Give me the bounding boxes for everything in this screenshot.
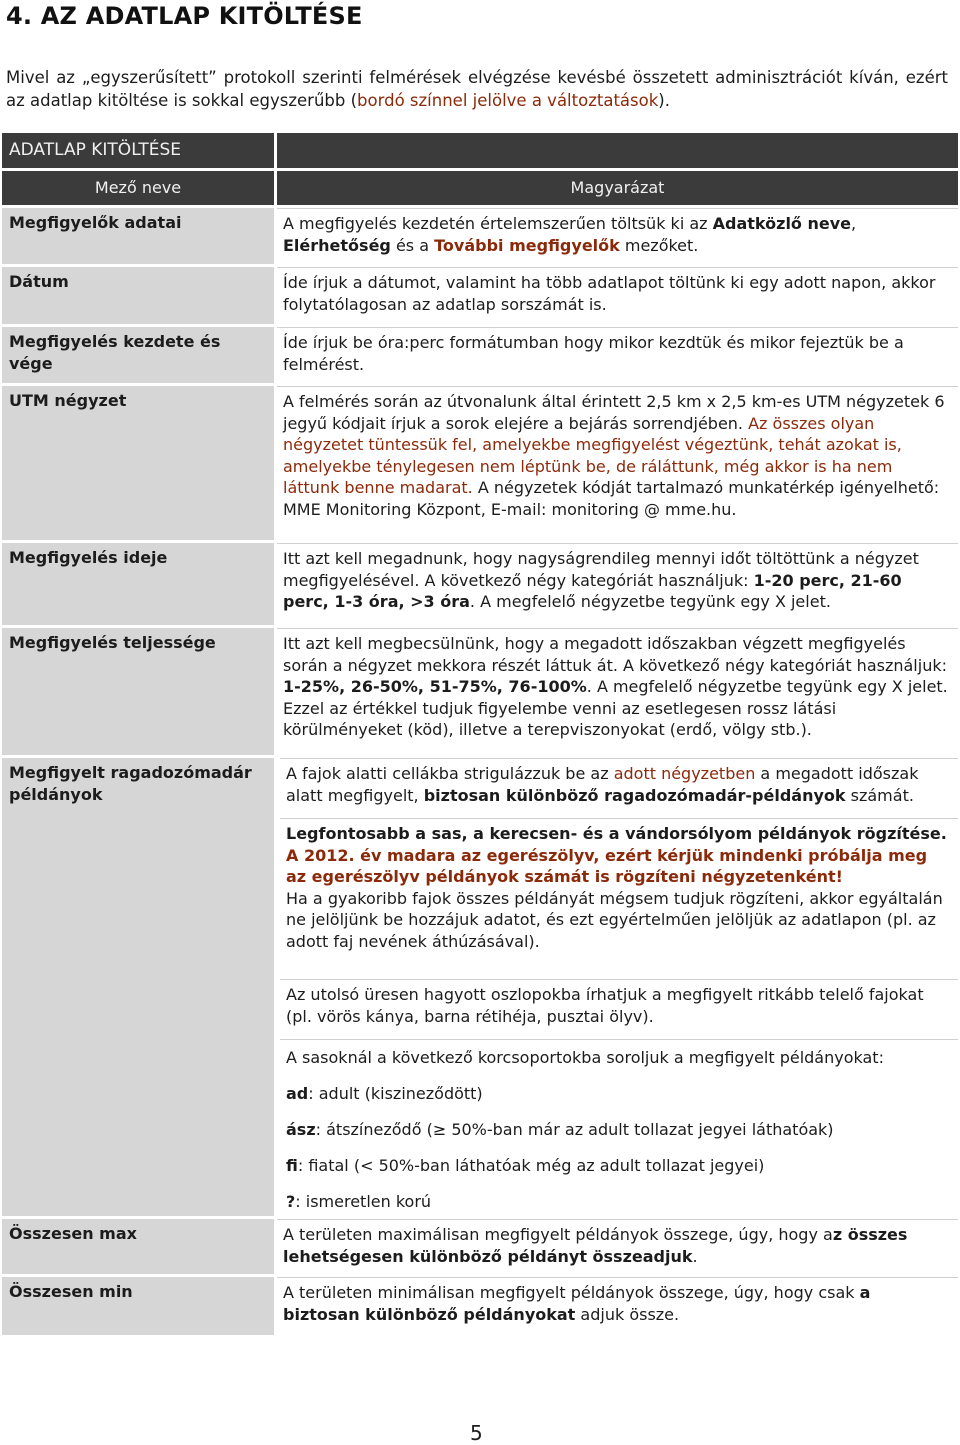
explanation-text: . A megfelelő négyzetbe tegyünk egy X jelet. [469, 592, 831, 611]
table-title-filler [277, 133, 958, 168]
age-class-desc: : fiatal (< 50%-ban láthatóak még az adult tollazat jegyei) [297, 1156, 765, 1175]
table-row [2, 628, 958, 755]
field-name: Megfigyelők adatai [2, 208, 274, 264]
table-header-row [2, 171, 958, 205]
explanation-text: . [692, 1246, 698, 1266]
age-class-desc: : átszíneződő (≥ 50%-ban már az adult tollazat jegyei láthatóak) [315, 1120, 834, 1139]
explanation-text: , [851, 214, 857, 233]
age-class-desc: : ismeretlen korú [295, 1192, 432, 1211]
explanation-text: A felmérés során az útvonalunk által érintett 2,5 km x 2,5 km-es UTM négyzetek 6 jegyű kódjait írjuk a sorok elejére a bejárás sorrendjében. [283, 392, 945, 433]
column-header-explanation: Magyarázat [277, 171, 958, 205]
field-name: Megfigyelt ragadozómadár példányok [2, 758, 274, 1216]
field-explanation [277, 386, 958, 540]
table-row [2, 208, 958, 264]
explanation-bold: biztosan különböző ragadozómadár-példányok [423, 785, 846, 805]
table-title-row [2, 133, 958, 168]
intro-text: Mivel az „egyszerűsített” protokoll szerinti felmérések elvégzése kevésbé összetett adminisztrációt kíván, ezért az adatlap kitöltése is sokkal egyszerűbb ( [6, 68, 948, 110]
explanation-text: Íde írjuk a dátumot, valamint ha több adatlapot töltünk ki egy adott napon, akkor folytatólagosan az adatlap sorszámát is. [283, 273, 936, 314]
field-name: Megfigyelés teljessége [2, 628, 274, 755]
explanation-text: a megadott időszak alatt megfigyelt, [286, 764, 919, 805]
explanation-section [280, 758, 958, 816]
field-name: Összesen min [2, 1277, 274, 1335]
table-row [2, 758, 958, 1216]
field-explanation [277, 543, 958, 625]
field-name: Megfigyelés kezdete és vége [2, 327, 274, 383]
age-class-unknown [286, 1184, 950, 1220]
field-explanation [277, 327, 958, 383]
table-row [2, 267, 958, 324]
intro-highlight: bordó színnel jelölve a változtatások [357, 91, 659, 110]
age-intro: A sasoknál a következő korcsoportokba soroljuk a megfigyelt példányokat: [286, 1048, 884, 1067]
form-guide-table [2, 133, 958, 1335]
field-explanation [277, 267, 958, 324]
explanation-text: A területen minimálisan megfigyelt példányok összege, úgy, hogy csak [283, 1283, 860, 1302]
explanation-text: Az utolsó üresen hagyott oszlopokba írhatjuk a megfigyelt ritkább telelő fajokat (pl. vörös kánya, barna rétihéja, pusztai ölyv). [286, 985, 924, 1026]
age-class-key: ad [286, 1084, 309, 1103]
age-class-key: fi [286, 1156, 298, 1175]
explanation-bold: 1-25%, 26-50%, 51-75%, 76-100% [283, 677, 587, 696]
field-explanation [277, 208, 958, 264]
table-row [2, 386, 958, 540]
explanation-text: Itt azt kell megbecsülnünk, hogy a megadott időszakban végzett megfigyelés során a négyzet mekkora részét láttuk át. A következő négy kategóriát használjuk: [283, 634, 947, 675]
intro-paragraph [6, 66, 948, 112]
field-explanation [277, 1219, 958, 1274]
field-name: Megfigyelés ideje [2, 543, 274, 625]
explanation-text: adjuk össze. [575, 1304, 680, 1324]
page-number: 5 [470, 1421, 483, 1445]
column-header-field: Mező neve [2, 171, 274, 205]
table-title: ADATLAP KITÖLTÉSE [2, 133, 274, 168]
age-class-key: ász [286, 1120, 316, 1139]
intro-text-end: ). [658, 91, 670, 110]
explanation-section [280, 818, 958, 977]
table-row [2, 1277, 958, 1335]
explanation-bold: a biztosan különböző példányokat [283, 1283, 871, 1324]
explanation-highlight: További megfigyelők [434, 235, 620, 255]
explanation-bold: Elérhetőség [283, 235, 391, 255]
explanation-bold: z összes lehetségesen különböző példányt összeadjuk [283, 1225, 908, 1266]
explanation-section [280, 1039, 958, 1224]
explanation-text: A fajok alatti cellákba strigulázzuk be az [286, 764, 614, 783]
explanation-highlight: adott négyzetben [613, 764, 756, 783]
explanation-bold: Adatközlő neve [712, 214, 852, 233]
explanation-highlight: A 2012. év madara az egerészölyv, ezért kérjük mindenki próbálja meg az egerészölyv példányok számát is rögzíteni négyzetenként! [286, 845, 928, 886]
field-explanation [277, 1277, 958, 1335]
explanation-bold: Legfontosabb a sas, a kerecsen- és a vándorsólyom példányok rögzítése. [286, 824, 947, 843]
age-class-key: ? [286, 1192, 296, 1211]
explanation-section [280, 979, 958, 1037]
age-class-asz [286, 1112, 950, 1148]
explanation-text: mezőket. [619, 235, 699, 255]
field-name: Dátum [2, 267, 274, 324]
age-class-ad [286, 1076, 950, 1112]
table-row [2, 1219, 958, 1274]
age-class-desc: : adult (kiszineződött) [308, 1084, 483, 1103]
explanation-text: Íde írjuk be óra:perc formátumban hogy mikor kezdtük és mikor fejeztük be a felmérést. [283, 333, 904, 374]
field-explanation-group [277, 758, 958, 1216]
explanation-text: Ha a gyakoribb fajok összes példányát mégsem tudjuk rögzíteni, akkor egyáltalán ne jelöljünk be hozzájuk adatot, és ezt egyértelműen jelöljük az adatlapon (pl. az adott faj nevének áthúzásával). [286, 888, 943, 951]
explanation-text: A megfigyelés kezdetén értelemszerűen töltsük ki az [283, 214, 713, 233]
explanation-text: számát. [845, 785, 914, 805]
explanation-text: A területen maximálisan megfigyelt példányok összege, úgy, hogy a [283, 1225, 833, 1244]
explanation-text: . A megfelelő négyzetbe tegyünk egy X jelet. Ezzel az értékkel tudjuk figyelembe venni az esetlegesen rossz látási körülményeket (köd), illetve a terepviszonyokat (erdő, völgy stb.). [283, 677, 948, 739]
field-explanation [277, 628, 958, 755]
explanation-text: Itt azt kell megadnunk, hogy nagyságrendileg mennyi időt töltöttünk a négyzet megfigyelésével. A következő négy kategóriát használjuk: [283, 549, 919, 590]
page-title: 4. AZ ADATLAP KITÖLTÉSE [6, 2, 363, 30]
age-class-fi [286, 1148, 950, 1184]
table-row [2, 543, 958, 625]
field-name: UTM négyzet [2, 386, 274, 540]
explanation-text: A négyzetek kódját tartalmazó munkatérkép igényelhető: MME Monitoring Központ, E-mail: monitoring @ mme.hu. [283, 478, 940, 519]
explanation-bold: 1-20 perc, 21-60 perc, 1-3 óra, >3 óra [283, 570, 902, 611]
table-row [2, 327, 958, 383]
field-name: Összesen max [2, 1219, 274, 1274]
explanation-highlight: Az összes olyan négyzetet tüntessük fel, amelyekbe megfigyelést végeztünk, tehát azokat is, amelyekbe ténylegesen nem léptünk be, de ráláttunk, még akkor is ha nem láttunk benne madarat. [283, 413, 902, 497]
explanation-text: és a [390, 235, 435, 255]
